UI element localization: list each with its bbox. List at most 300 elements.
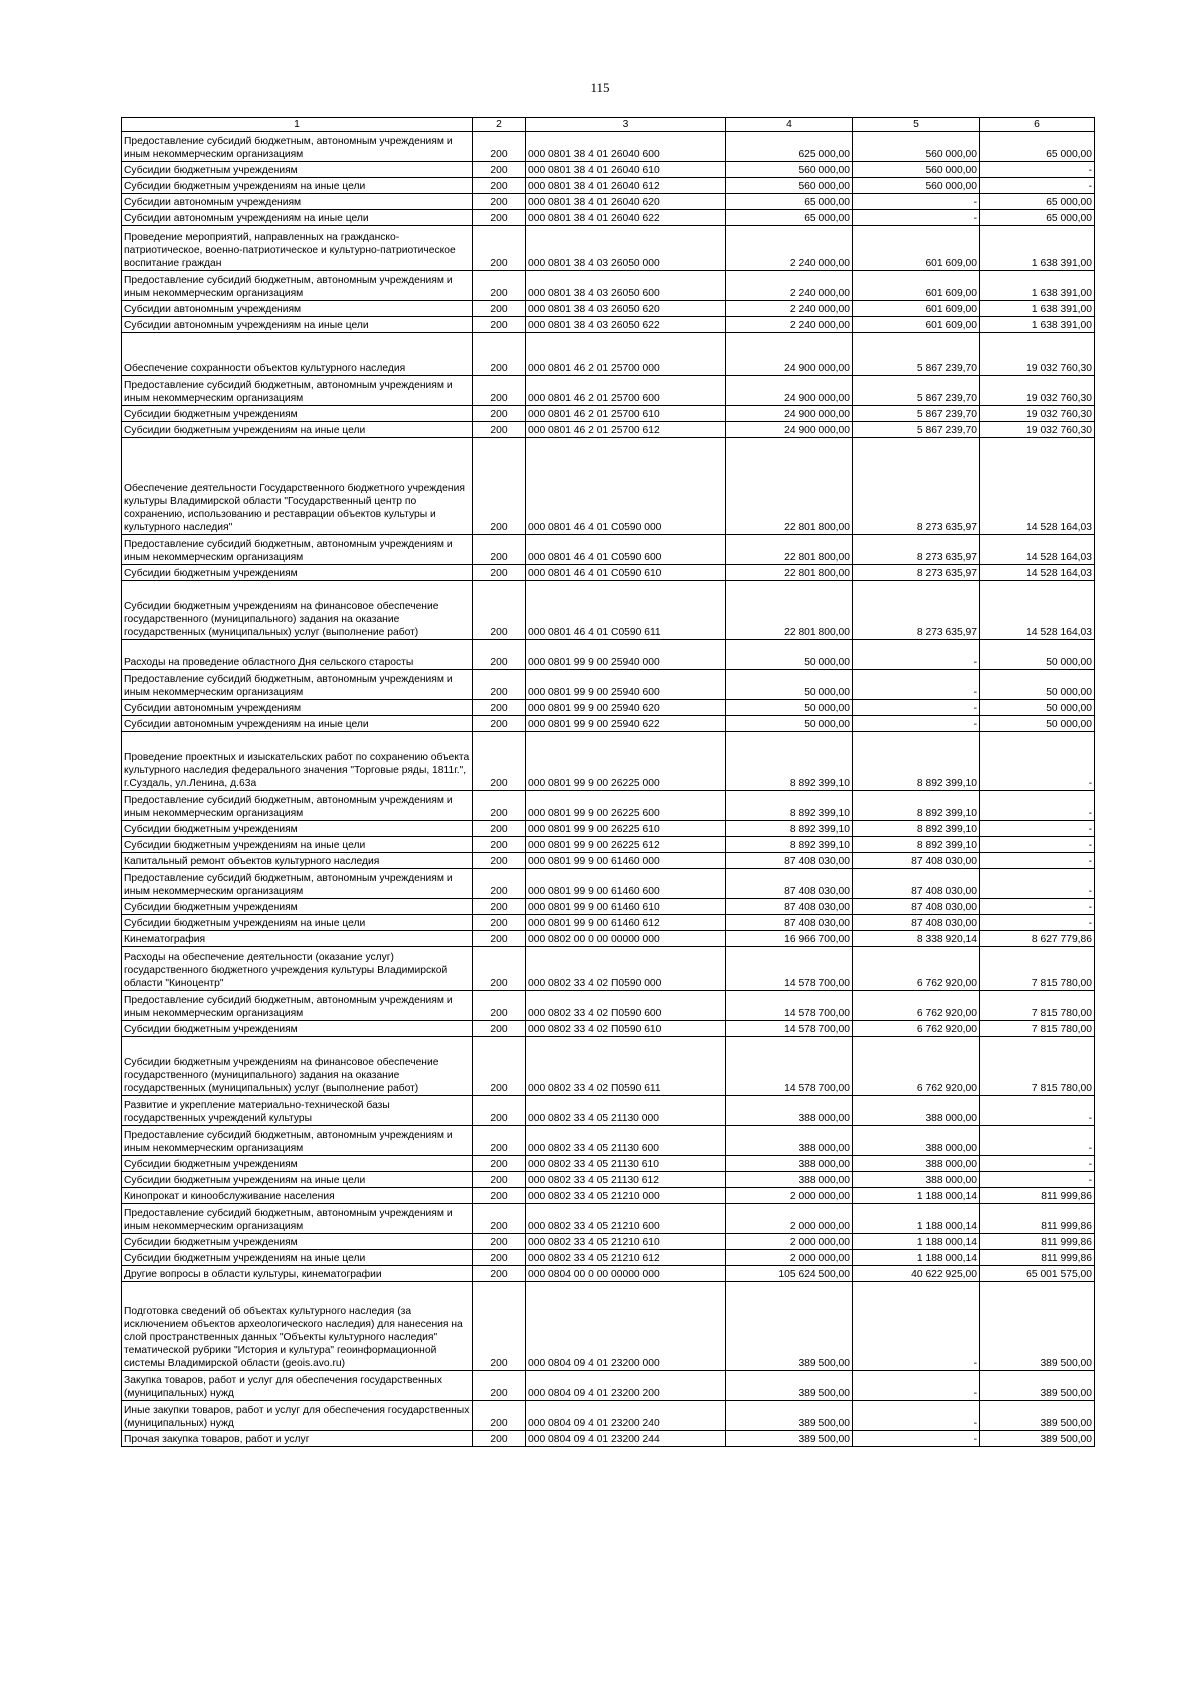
admin-code-cell: 200 (473, 1188, 526, 1204)
table-row (122, 716, 1095, 732)
table-row (122, 1037, 1095, 1096)
row-name-cell: Предоставление субсидий бюджетным, автономным учреждениям и иным некоммерческим организациям (122, 1126, 473, 1156)
remaining-amount-cell: 811 999,86 (980, 1234, 1095, 1250)
admin-code-cell: 200 (473, 869, 526, 899)
budget-code-cell: 000 0801 99 9 00 61460 600 (526, 869, 726, 899)
table-row (122, 837, 1095, 853)
planned-amount-cell: 50 000,00 (726, 716, 853, 732)
row-name-cell: Субсидии бюджетным учреждениям на финансовое обеспечение государственного (муниципального) задания на оказание государственных (муниципальных) услуг (выполнение работ) (122, 581, 473, 640)
admin-code-cell: 200 (473, 581, 526, 640)
admin-code-cell: 200 (473, 915, 526, 931)
budget-code-cell: 000 0801 46 4 01 С0590 611 (526, 581, 726, 640)
row-name-cell: Кинопрокат и кинообслуживание населения (122, 1188, 473, 1204)
remaining-amount-cell: - (980, 869, 1095, 899)
executed-amount-cell: 8 892 399,10 (853, 837, 980, 853)
admin-code-cell: 200 (473, 1282, 526, 1371)
budget-code-cell: 000 0802 33 4 02 П0590 611 (526, 1037, 726, 1096)
executed-amount-cell: 8 273 635,97 (853, 535, 980, 565)
executed-amount-cell: 87 408 030,00 (853, 853, 980, 869)
budget-code-cell: 000 0801 99 9 00 61460 000 (526, 853, 726, 869)
budget-code-cell: 000 0801 99 9 00 61460 610 (526, 899, 726, 915)
planned-amount-cell: 65 000,00 (726, 194, 853, 210)
remaining-amount-cell: - (980, 162, 1095, 178)
budget-code-cell: 000 0802 33 4 05 21130 000 (526, 1096, 726, 1126)
table-row (122, 1204, 1095, 1234)
remaining-amount-cell: 19 032 760,30 (980, 422, 1095, 438)
executed-amount-cell: 1 188 000,14 (853, 1234, 980, 1250)
table-row (122, 1266, 1095, 1282)
table-row (122, 931, 1095, 947)
budget-code-cell: 000 0802 33 4 05 21210 610 (526, 1234, 726, 1250)
table-row (122, 132, 1095, 162)
budget-code-cell: 000 0801 99 9 00 25940 600 (526, 670, 726, 700)
table-row (122, 565, 1095, 581)
admin-code-cell: 200 (473, 162, 526, 178)
table-row (122, 1234, 1095, 1250)
remaining-amount-cell: 1 638 391,00 (980, 271, 1095, 301)
planned-amount-cell: 50 000,00 (726, 700, 853, 716)
executed-amount-cell: 560 000,00 (853, 132, 980, 162)
admin-code-cell: 200 (473, 1401, 526, 1431)
executed-amount-cell: 5 867 239,70 (853, 333, 980, 376)
row-name-cell: Субсидии автономным учреждениям на иные цели (122, 317, 473, 333)
budget-code-cell: 000 0801 38 4 03 26050 622 (526, 317, 726, 333)
planned-amount-cell: 22 801 800,00 (726, 438, 853, 535)
remaining-amount-cell: 811 999,86 (980, 1250, 1095, 1266)
remaining-amount-cell: 14 528 164,03 (980, 535, 1095, 565)
budget-code-cell: 000 0801 46 2 01 25700 600 (526, 376, 726, 406)
remaining-amount-cell: 19 032 760,30 (980, 333, 1095, 376)
table-row (122, 1188, 1095, 1204)
planned-amount-cell: 24 900 000,00 (726, 333, 853, 376)
executed-amount-cell: - (853, 640, 980, 670)
row-name-cell: Субсидии бюджетным учреждениям (122, 162, 473, 178)
budget-code-cell: 000 0804 09 4 01 23200 200 (526, 1371, 726, 1401)
executed-amount-cell: 388 000,00 (853, 1156, 980, 1172)
row-name-cell: Предоставление субсидий бюджетным, автономным учреждениям и иным некоммерческим организациям (122, 132, 473, 162)
remaining-amount-cell: 1 638 391,00 (980, 226, 1095, 271)
admin-code-cell: 200 (473, 791, 526, 821)
admin-code-cell: 200 (473, 732, 526, 791)
admin-code-cell: 200 (473, 210, 526, 226)
executed-amount-cell: - (853, 670, 980, 700)
planned-amount-cell: 389 500,00 (726, 1371, 853, 1401)
admin-code-cell: 200 (473, 226, 526, 271)
admin-code-cell: 200 (473, 1266, 526, 1282)
planned-amount-cell: 65 000,00 (726, 210, 853, 226)
column-header: 4 (726, 118, 853, 132)
budget-code-cell: 000 0802 33 4 05 21210 600 (526, 1204, 726, 1234)
budget-code-cell: 000 0802 00 0 00 00000 000 (526, 931, 726, 947)
row-name-cell: Предоставление субсидий бюджетным, автономным учреждениям и иным некоммерческим организациям (122, 1204, 473, 1234)
row-name-cell: Субсидии автономным учреждениям (122, 301, 473, 317)
table-row (122, 732, 1095, 791)
admin-code-cell: 200 (473, 1126, 526, 1156)
column-header: 3 (526, 118, 726, 132)
table-row (122, 376, 1095, 406)
budget-table (121, 117, 1095, 1447)
admin-code-cell: 200 (473, 333, 526, 376)
admin-code-cell: 200 (473, 853, 526, 869)
row-name-cell: Предоставление субсидий бюджетным, автономным учреждениям и иным некоммерческим организациям (122, 376, 473, 406)
admin-code-cell: 200 (473, 1156, 526, 1172)
column-header: 2 (473, 118, 526, 132)
column-header: 6 (980, 118, 1095, 132)
row-name-cell: Субсидии бюджетным учреждениям (122, 899, 473, 915)
planned-amount-cell: 14 578 700,00 (726, 991, 853, 1021)
table-row (122, 991, 1095, 1021)
row-name-cell: Закупка товаров, работ и услуг для обеспечения государственных (муниципальных) нужд (122, 1371, 473, 1401)
remaining-amount-cell: - (980, 915, 1095, 931)
budget-code-cell: 000 0801 38 4 01 26040 620 (526, 194, 726, 210)
executed-amount-cell: 87 408 030,00 (853, 899, 980, 915)
executed-amount-cell: 8 273 635,97 (853, 565, 980, 581)
table-row (122, 1096, 1095, 1126)
table-row (122, 670, 1095, 700)
table-row (122, 791, 1095, 821)
budget-code-cell: 000 0802 33 4 05 21130 612 (526, 1172, 726, 1188)
table-row (122, 1371, 1095, 1401)
table-row (122, 226, 1095, 271)
remaining-amount-cell: 7 815 780,00 (980, 947, 1095, 991)
table-row (122, 438, 1095, 535)
row-name-cell: Субсидии бюджетным учреждениям на иные цели (122, 178, 473, 194)
planned-amount-cell: 22 801 800,00 (726, 535, 853, 565)
budget-code-cell: 000 0801 38 4 03 26050 000 (526, 226, 726, 271)
table-row (122, 869, 1095, 899)
budget-code-cell: 000 0804 09 4 01 23200 240 (526, 1401, 726, 1431)
admin-code-cell: 200 (473, 931, 526, 947)
executed-amount-cell: 601 609,00 (853, 271, 980, 301)
remaining-amount-cell: 50 000,00 (980, 700, 1095, 716)
table-row (122, 1126, 1095, 1156)
table-row (122, 1156, 1095, 1172)
admin-code-cell: 200 (473, 700, 526, 716)
admin-code-cell: 200 (473, 991, 526, 1021)
planned-amount-cell: 16 966 700,00 (726, 931, 853, 947)
executed-amount-cell: - (853, 1371, 980, 1401)
column-header: 1 (122, 118, 473, 132)
row-name-cell: Капитальный ремонт объектов культурного наследия (122, 853, 473, 869)
planned-amount-cell: 24 900 000,00 (726, 422, 853, 438)
budget-code-cell: 000 0801 38 4 01 26040 610 (526, 162, 726, 178)
admin-code-cell: 200 (473, 1431, 526, 1447)
table-row (122, 1021, 1095, 1037)
planned-amount-cell: 8 892 399,10 (726, 837, 853, 853)
remaining-amount-cell: 14 528 164,03 (980, 565, 1095, 581)
row-name-cell: Обеспечение деятельности Государственного бюджетного учреждения культуры Владимирской области "Государственный центр по сохранению, использованию и реставрации объектов культуры и культурного наследия" (122, 438, 473, 535)
budget-code-cell: 000 0801 46 2 01 25700 000 (526, 333, 726, 376)
admin-code-cell: 200 (473, 422, 526, 438)
admin-code-cell: 200 (473, 178, 526, 194)
budget-code-cell: 000 0801 46 4 01 С0590 000 (526, 438, 726, 535)
table-row (122, 581, 1095, 640)
planned-amount-cell: 8 892 399,10 (726, 791, 853, 821)
remaining-amount-cell: 811 999,86 (980, 1204, 1095, 1234)
row-name-cell: Субсидии автономным учреждениям (122, 194, 473, 210)
row-name-cell: Предоставление субсидий бюджетным, автономным учреждениям и иным некоммерческим организациям (122, 271, 473, 301)
row-name-cell: Субсидии автономным учреждениям на иные цели (122, 210, 473, 226)
executed-amount-cell: 6 762 920,00 (853, 991, 980, 1021)
admin-code-cell: 200 (473, 1204, 526, 1234)
remaining-amount-cell: 389 500,00 (980, 1371, 1095, 1401)
table-row (122, 535, 1095, 565)
row-name-cell: Субсидии бюджетным учреждениям на иные цели (122, 837, 473, 853)
budget-code-cell: 000 0801 99 9 00 26225 600 (526, 791, 726, 821)
executed-amount-cell: 8 892 399,10 (853, 791, 980, 821)
planned-amount-cell: 560 000,00 (726, 162, 853, 178)
admin-code-cell: 200 (473, 376, 526, 406)
planned-amount-cell: 389 500,00 (726, 1431, 853, 1447)
remaining-amount-cell: - (980, 791, 1095, 821)
budget-code-cell: 000 0801 99 9 00 61460 612 (526, 915, 726, 931)
row-name-cell: Расходы на проведение областного Дня сельского старосты (122, 640, 473, 670)
remaining-amount-cell: 8 627 779,86 (980, 931, 1095, 947)
executed-amount-cell: 8 273 635,97 (853, 438, 980, 535)
executed-amount-cell: 601 609,00 (853, 226, 980, 271)
executed-amount-cell: 6 762 920,00 (853, 947, 980, 991)
executed-amount-cell: 5 867 239,70 (853, 406, 980, 422)
planned-amount-cell: 50 000,00 (726, 640, 853, 670)
row-name-cell: Предоставление субсидий бюджетным, автономным учреждениям и иным некоммерческим организациям (122, 869, 473, 899)
table-body (122, 132, 1095, 1447)
budget-code-cell: 000 0802 33 4 02 П0590 000 (526, 947, 726, 991)
admin-code-cell: 200 (473, 899, 526, 915)
planned-amount-cell: 388 000,00 (726, 1156, 853, 1172)
planned-amount-cell: 2 000 000,00 (726, 1188, 853, 1204)
admin-code-cell: 200 (473, 1250, 526, 1266)
executed-amount-cell: 40 622 925,00 (853, 1266, 980, 1282)
planned-amount-cell: 2 240 000,00 (726, 317, 853, 333)
table-row (122, 1282, 1095, 1371)
executed-amount-cell: 8 338 920,14 (853, 931, 980, 947)
executed-amount-cell: 8 892 399,10 (853, 821, 980, 837)
budget-code-cell: 000 0804 09 4 01 23200 244 (526, 1431, 726, 1447)
planned-amount-cell: 105 624 500,00 (726, 1266, 853, 1282)
header-row (122, 118, 1095, 132)
executed-amount-cell: - (853, 700, 980, 716)
row-name-cell: Субсидии бюджетным учреждениям на иные цели (122, 1172, 473, 1188)
admin-code-cell: 200 (473, 194, 526, 210)
remaining-amount-cell: - (980, 732, 1095, 791)
budget-code-cell: 000 0801 99 9 00 25940 622 (526, 716, 726, 732)
remaining-amount-cell: 14 528 164,03 (980, 438, 1095, 535)
table-row (122, 317, 1095, 333)
executed-amount-cell: 1 188 000,14 (853, 1188, 980, 1204)
remaining-amount-cell: - (980, 853, 1095, 869)
executed-amount-cell: - (853, 1431, 980, 1447)
admin-code-cell: 200 (473, 317, 526, 333)
executed-amount-cell: - (853, 194, 980, 210)
admin-code-cell: 200 (473, 438, 526, 535)
table-row (122, 178, 1095, 194)
budget-code-cell: 000 0801 46 4 01 С0590 600 (526, 535, 726, 565)
executed-amount-cell: 601 609,00 (853, 301, 980, 317)
executed-amount-cell: 6 762 920,00 (853, 1037, 980, 1096)
planned-amount-cell: 2 240 000,00 (726, 226, 853, 271)
row-name-cell: Субсидии автономным учреждениям (122, 700, 473, 716)
budget-code-cell: 000 0804 09 4 01 23200 000 (526, 1282, 726, 1371)
row-name-cell: Другие вопросы в области культуры, кинематографии (122, 1266, 473, 1282)
remaining-amount-cell: 14 528 164,03 (980, 581, 1095, 640)
executed-amount-cell: 1 188 000,14 (853, 1250, 980, 1266)
executed-amount-cell: 6 762 920,00 (853, 1021, 980, 1037)
budget-code-cell: 000 0802 33 4 02 П0590 610 (526, 1021, 726, 1037)
remaining-amount-cell: 50 000,00 (980, 640, 1095, 670)
row-name-cell: Субсидии бюджетным учреждениям на иные цели (122, 422, 473, 438)
budget-code-cell: 000 0801 38 4 01 26040 612 (526, 178, 726, 194)
planned-amount-cell: 24 900 000,00 (726, 376, 853, 406)
table-row (122, 162, 1095, 178)
admin-code-cell: 200 (473, 1371, 526, 1401)
row-name-cell: Проведение мероприятий, направленных на гражданско-патриотическое, военно-патриотическое и культурно-патриотическое воспитание граждан (122, 226, 473, 271)
remaining-amount-cell: 65 000,00 (980, 210, 1095, 226)
remaining-amount-cell: - (980, 837, 1095, 853)
row-name-cell: Предоставление субсидий бюджетным, автономным учреждениям и иным некоммерческим организациям (122, 991, 473, 1021)
row-name-cell: Расходы на обеспечение деятельности (оказание услуг) государственного бюджетного учреждения культуры Владимирской области "Киноцентр" (122, 947, 473, 991)
planned-amount-cell: 2 240 000,00 (726, 271, 853, 301)
admin-code-cell: 200 (473, 271, 526, 301)
remaining-amount-cell: - (980, 178, 1095, 194)
remaining-amount-cell: - (980, 821, 1095, 837)
row-name-cell: Субсидии бюджетным учреждениям (122, 821, 473, 837)
admin-code-cell: 200 (473, 1037, 526, 1096)
remaining-amount-cell: 1 638 391,00 (980, 301, 1095, 317)
executed-amount-cell: 560 000,00 (853, 178, 980, 194)
budget-code-cell: 000 0801 46 2 01 25700 610 (526, 406, 726, 422)
budget-code-cell: 000 0801 46 2 01 25700 612 (526, 422, 726, 438)
remaining-amount-cell: 50 000,00 (980, 716, 1095, 732)
row-name-cell: Предоставление субсидий бюджетным, автономным учреждениям и иным некоммерческим организациям (122, 791, 473, 821)
table-row (122, 899, 1095, 915)
budget-code-cell: 000 0801 99 9 00 25940 000 (526, 640, 726, 670)
executed-amount-cell: 560 000,00 (853, 162, 980, 178)
budget-code-cell: 000 0802 33 4 05 21130 600 (526, 1126, 726, 1156)
row-name-cell: Предоставление субсидий бюджетным, автономным учреждениям и иным некоммерческим организациям (122, 535, 473, 565)
remaining-amount-cell: 389 500,00 (980, 1431, 1095, 1447)
table-row (122, 1172, 1095, 1188)
budget-code-cell: 000 0802 33 4 05 21210 000 (526, 1188, 726, 1204)
remaining-amount-cell: 65 000,00 (980, 194, 1095, 210)
admin-code-cell: 200 (473, 1172, 526, 1188)
budget-code-cell: 000 0801 38 4 01 26040 600 (526, 132, 726, 162)
table-row (122, 422, 1095, 438)
row-name-cell: Субсидии бюджетным учреждениям на финансовое обеспечение государственного (муниципального) задания на оказание государственных (муниципальных) услуг (выполнение работ) (122, 1037, 473, 1096)
admin-code-cell: 200 (473, 565, 526, 581)
executed-amount-cell: - (853, 210, 980, 226)
planned-amount-cell: 560 000,00 (726, 178, 853, 194)
admin-code-cell: 200 (473, 837, 526, 853)
admin-code-cell: 200 (473, 1096, 526, 1126)
executed-amount-cell: 1 188 000,14 (853, 1204, 980, 1234)
executed-amount-cell: 601 609,00 (853, 317, 980, 333)
planned-amount-cell: 388 000,00 (726, 1096, 853, 1126)
planned-amount-cell: 87 408 030,00 (726, 853, 853, 869)
table-row (122, 333, 1095, 376)
table-row (122, 1401, 1095, 1431)
remaining-amount-cell: 389 500,00 (980, 1282, 1095, 1371)
budget-code-cell: 000 0801 38 4 01 26040 622 (526, 210, 726, 226)
row-name-cell: Субсидии бюджетным учреждениям на иные цели (122, 915, 473, 931)
budget-code-cell: 000 0801 46 4 01 С0590 610 (526, 565, 726, 581)
executed-amount-cell: 388 000,00 (853, 1172, 980, 1188)
remaining-amount-cell: 19 032 760,30 (980, 406, 1095, 422)
admin-code-cell: 200 (473, 947, 526, 991)
budget-code-cell: 000 0801 99 9 00 26225 000 (526, 732, 726, 791)
planned-amount-cell: 22 801 800,00 (726, 565, 853, 581)
executed-amount-cell: 388 000,00 (853, 1096, 980, 1126)
admin-code-cell: 200 (473, 821, 526, 837)
remaining-amount-cell: 389 500,00 (980, 1401, 1095, 1431)
table-row (122, 915, 1095, 931)
planned-amount-cell: 14 578 700,00 (726, 947, 853, 991)
row-name-cell: Субсидии автономным учреждениям на иные цели (122, 716, 473, 732)
planned-amount-cell: 389 500,00 (726, 1282, 853, 1371)
table-row (122, 271, 1095, 301)
row-name-cell: Субсидии бюджетным учреждениям (122, 1021, 473, 1037)
planned-amount-cell: 87 408 030,00 (726, 899, 853, 915)
row-name-cell: Субсидии бюджетным учреждениям на иные цели (122, 1250, 473, 1266)
budget-code-cell: 000 0802 33 4 02 П0590 600 (526, 991, 726, 1021)
executed-amount-cell: - (853, 716, 980, 732)
table-row (122, 210, 1095, 226)
executed-amount-cell: 8 892 399,10 (853, 732, 980, 791)
row-name-cell: Прочая закупка товаров, работ и услуг (122, 1431, 473, 1447)
table-row (122, 640, 1095, 670)
row-name-cell: Иные закупки товаров, работ и услуг для обеспечения государственных (муниципальных) нужд (122, 1401, 473, 1431)
row-name-cell: Субсидии бюджетным учреждениям (122, 1156, 473, 1172)
planned-amount-cell: 2 240 000,00 (726, 301, 853, 317)
planned-amount-cell: 22 801 800,00 (726, 581, 853, 640)
admin-code-cell: 200 (473, 640, 526, 670)
executed-amount-cell: - (853, 1401, 980, 1431)
admin-code-cell: 200 (473, 716, 526, 732)
planned-amount-cell: 388 000,00 (726, 1126, 853, 1156)
planned-amount-cell: 388 000,00 (726, 1172, 853, 1188)
remaining-amount-cell: 7 815 780,00 (980, 1021, 1095, 1037)
planned-amount-cell: 50 000,00 (726, 670, 853, 700)
budget-code-cell: 000 0804 00 0 00 00000 000 (526, 1266, 726, 1282)
row-name-cell: Обеспечение сохранности объектов культурного наследия (122, 333, 473, 376)
row-name-cell: Предоставление субсидий бюджетным, автономным учреждениям и иным некоммерческим организациям (122, 670, 473, 700)
remaining-amount-cell: 65 001 575,00 (980, 1266, 1095, 1282)
remaining-amount-cell: 7 815 780,00 (980, 991, 1095, 1021)
planned-amount-cell: 14 578 700,00 (726, 1021, 853, 1037)
admin-code-cell: 200 (473, 1021, 526, 1037)
admin-code-cell: 200 (473, 670, 526, 700)
planned-amount-cell: 625 000,00 (726, 132, 853, 162)
budget-code-cell: 000 0802 33 4 05 21130 610 (526, 1156, 726, 1172)
row-name-cell: Подготовка сведений об объектах культурного наследия (за исключением объектов археологического наследия) для нанесения на слой пространственных данных "Объекты культурного наследия" тематической рубрики "История и культура" геоинформационной системы Владимирской области (geois.avo.ru) (122, 1282, 473, 1371)
executed-amount-cell: - (853, 1282, 980, 1371)
remaining-amount-cell: 7 815 780,00 (980, 1037, 1095, 1096)
table-row (122, 853, 1095, 869)
remaining-amount-cell: 1 638 391,00 (980, 317, 1095, 333)
remaining-amount-cell: 50 000,00 (980, 670, 1095, 700)
remaining-amount-cell: - (980, 1126, 1095, 1156)
planned-amount-cell: 24 900 000,00 (726, 406, 853, 422)
planned-amount-cell: 2 000 000,00 (726, 1250, 853, 1266)
executed-amount-cell: 8 273 635,97 (853, 581, 980, 640)
planned-amount-cell: 8 892 399,10 (726, 821, 853, 837)
budget-code-cell: 000 0801 99 9 00 26225 612 (526, 837, 726, 853)
remaining-amount-cell: - (980, 1156, 1095, 1172)
budget-code-cell: 000 0801 38 4 03 26050 620 (526, 301, 726, 317)
row-name-cell: Субсидии бюджетным учреждениям (122, 565, 473, 581)
remaining-amount-cell: - (980, 1096, 1095, 1126)
planned-amount-cell: 8 892 399,10 (726, 732, 853, 791)
planned-amount-cell: 389 500,00 (726, 1401, 853, 1431)
